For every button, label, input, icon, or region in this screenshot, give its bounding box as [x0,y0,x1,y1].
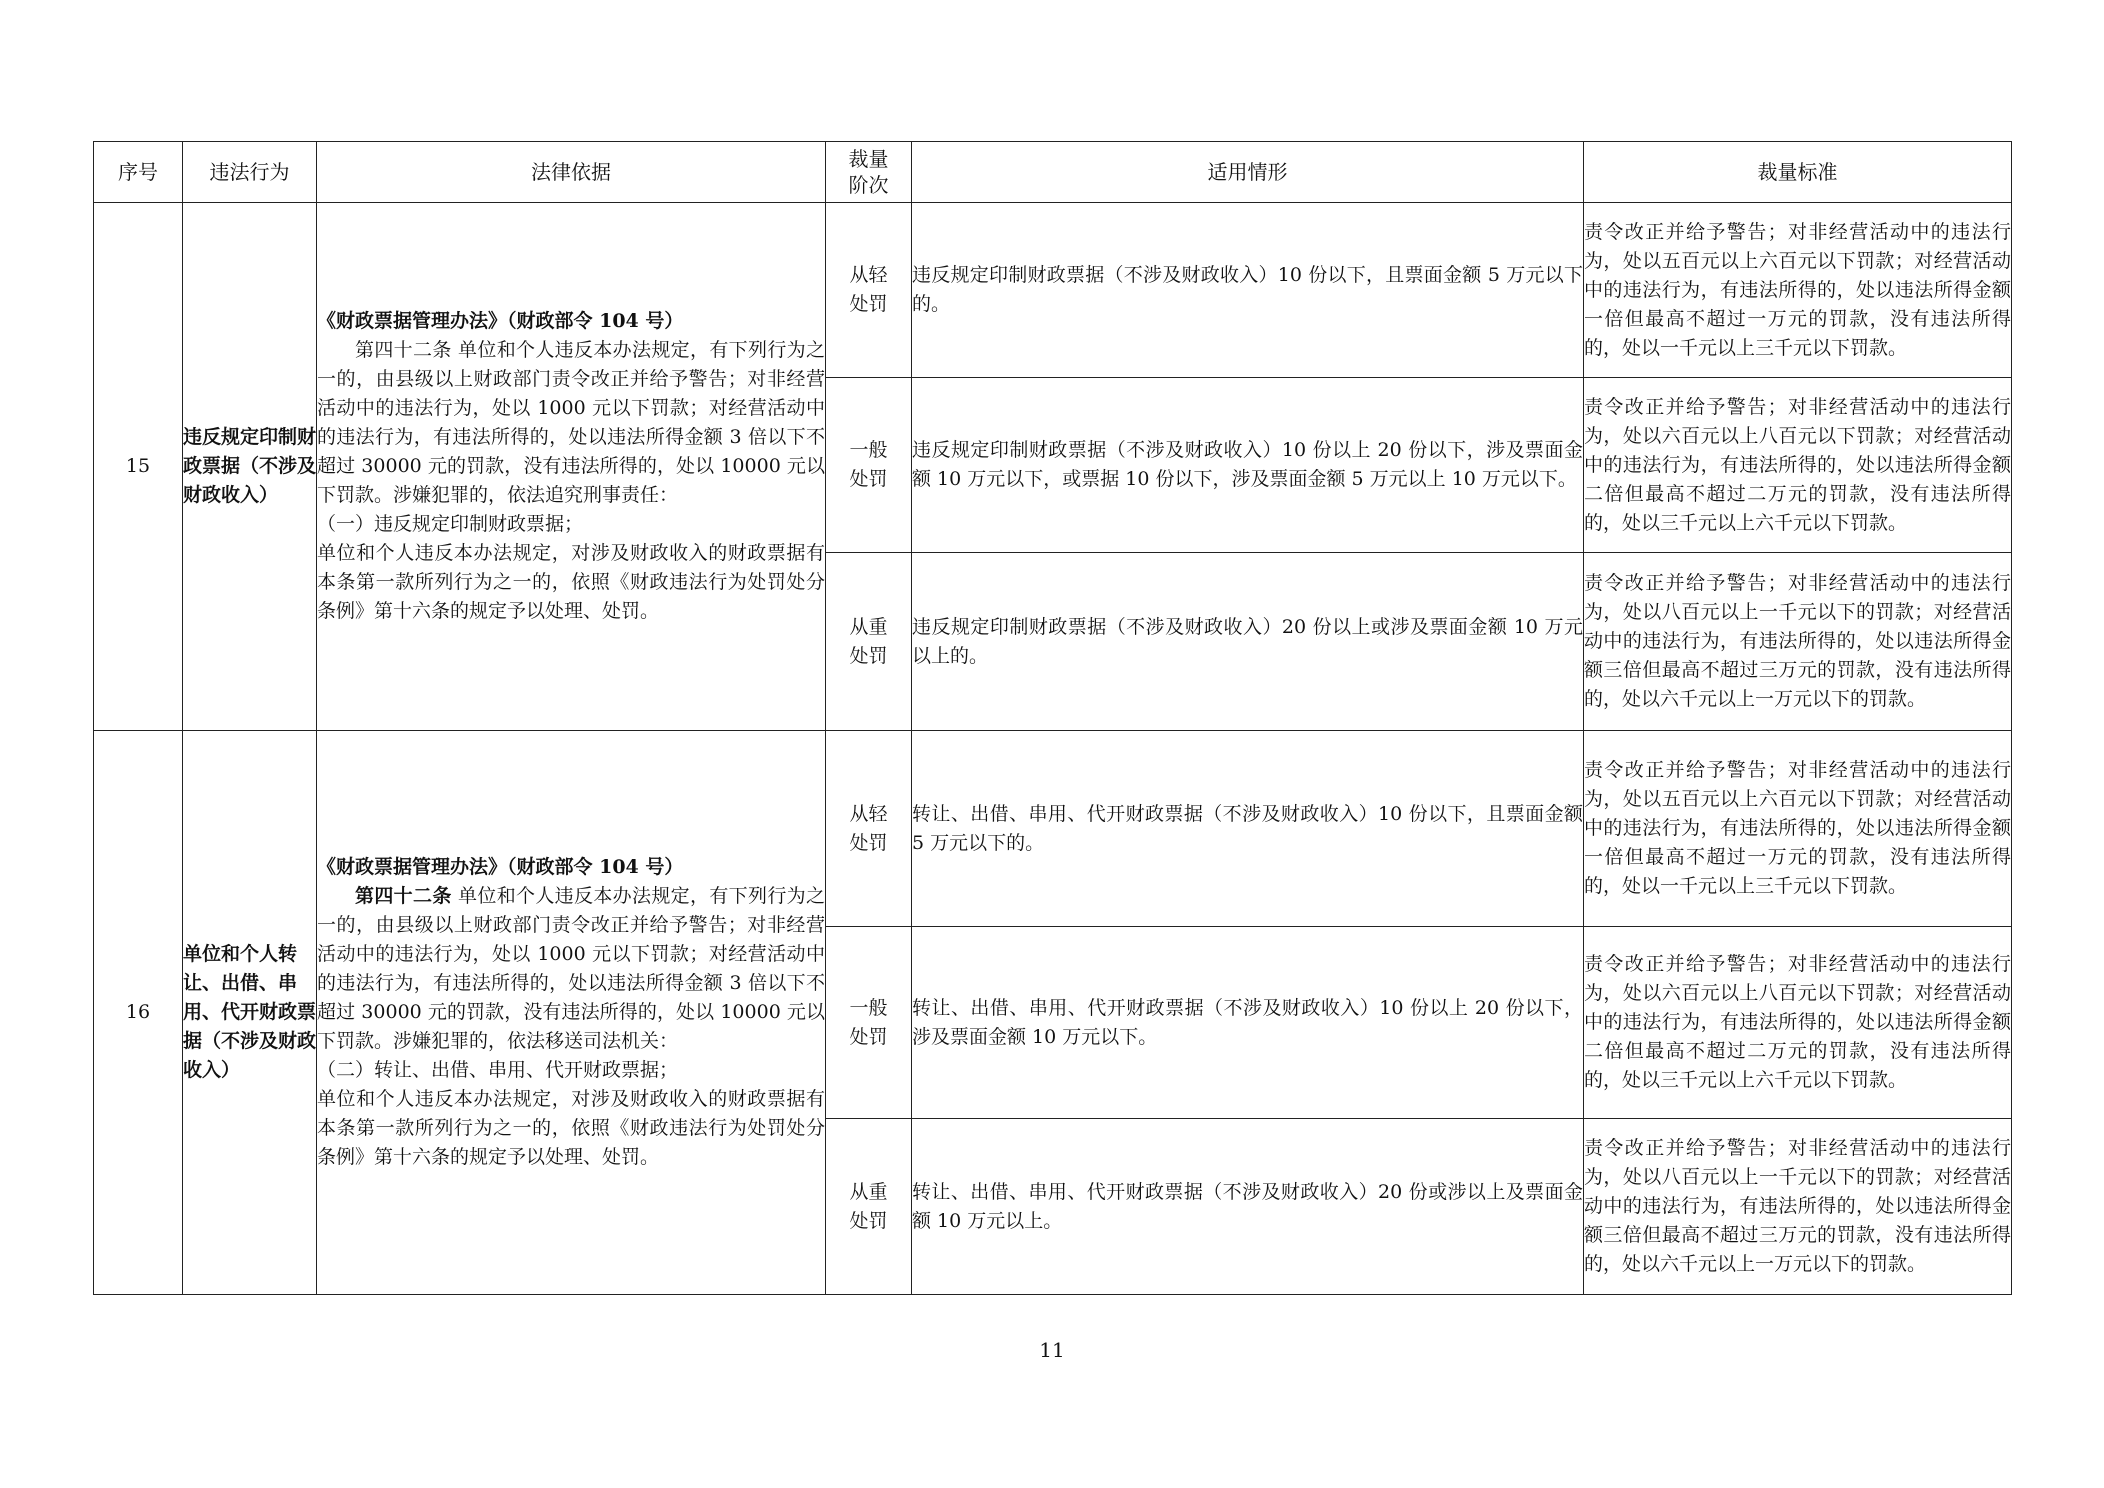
legal-basis [317,731,826,1295]
header-law: 法律依据 [317,142,826,203]
table-row [94,203,2012,378]
discretion-level [826,553,912,731]
header-no: 序号 [94,142,183,203]
header-act: 违法行为 [183,142,317,203]
discretion-standard: 责令改正并给予警告；对非经营活动中的违法行为，处以八百元以上一千元以下的罚款；对经营活动中的违法行为，有违法所得的，处以违法所得金额三倍但最高不超过三万元的罚款，没有违法所得的，处以六千元以上一万元以下的罚款。 [1584,1119,2012,1295]
row-number: 15 [94,203,183,731]
discretion-level-text: 从轻 处罚 [849,264,888,315]
discretion-standard: 责令改正并给予警告；对非经营活动中的违法行为，处以五百元以上六百元以下罚款；对经营活动中的违法行为，有违法所得的，处以违法所得金额一倍但最高不超过一万元的罚款，没有违法所得的，处以一千元以上三千元以下罚款。 [1584,203,2012,378]
violation-act-text: 单位和个人转让、出借、串用、代开财政票据（不涉及财政收入） [183,943,317,1081]
law-body: 单位和个人违反本办法规定，有下列行为之一的，由县级以上财政部门责令改正并给予警告；对非经营活动中的违法行为，处以 1000 元以下罚款；对经营活动中的违法行为，有违法所得的，处以违法所得金额 3 倍以下不超过 30000 元的罚款，没有违法所得的，处以 10000 元以下罚款。涉嫌犯罪的，依法移送司法机关： [317,885,825,1052]
legal-basis [317,203,826,731]
law-title: 《财政票据管理办法》（财政部令 104 号） [317,856,684,878]
discretion-standard: 责令改正并给予警告；对非经营活动中的违法行为，处以八百元以上一千元以下的罚款；对经营活动中的违法行为，有违法所得的，处以违法所得金额三倍但最高不超过三万元的罚款，没有违法所得的，处以六千元以上一万元以下的罚款。 [1584,553,2012,731]
discretion-standard: 责令改正并给予警告；对非经营活动中的违法行为，处以五百元以上六百元以下罚款；对经营活动中的违法行为，有违法所得的，处以违法所得金额一倍但最高不超过一万元的罚款，没有违法所得的，处以一千元以上三千元以下罚款。 [1584,731,2012,927]
discretion-level [826,378,912,553]
page-number: 11 [1039,1338,1065,1362]
discretion-level-text: 从重 处罚 [849,1180,888,1232]
discretion-level [826,731,912,927]
law-body: 单位和个人违反本办法规定，有下列行为之一的，由县级以上财政部门责令改正并给予警告；对非经营活动中的违法行为，处以 1000 元以下罚款；对经营活动中的违法行为，有违法所得的，处以违法所得金额 3 倍以下不超过 30000 元的罚款，没有违法所得的，处以 10000 元以下罚款。涉嫌犯罪的，依法追究刑事责任： [317,339,825,506]
discretion-level-text: 从轻 处罚 [849,802,888,854]
law-item: （二）转让、出借、串用、代开财政票据； [317,1059,679,1081]
applicable-situation: 转让、出借、串用、代开财政票据（不涉及财政收入）20 份或涉以上及票面金额 10 万元以上。 [912,1119,1584,1295]
header-level-text: 裁量 阶次 [848,147,889,197]
violation-act [183,203,317,731]
discretion-standard-table [93,141,2012,1295]
law-title: 《财政票据管理办法》（财政部令 104 号） [317,310,684,332]
violation-act-text: 违反规定印制财政票据（不涉及财政收入） [183,426,317,506]
law-article-body [317,882,825,1056]
table-header-row [94,142,2012,203]
discretion-level-text: 一般 处罚 [849,439,888,490]
law-tail: 单位和个人违反本办法规定，对涉及财政收入的财政票据有本条第一款所列行为之一的，依照《财政违法行为处罚处分条例》第十六条的规定予以处理、处罚。 [317,1088,825,1168]
law-article-body [317,336,825,510]
law-item: （一）违反规定印制财政票据； [317,513,584,535]
applicable-situation: 违反规定印制财政票据（不涉及财政收入）10 份以下，且票面金额 5 万元以下的。 [912,203,1584,378]
applicable-situation: 转让、出借、串用、代开财政票据（不涉及财政收入）10 份以下，且票面金额 5 万元以下的。 [912,731,1584,927]
violation-act [183,731,317,1295]
row-number: 16 [94,731,183,1295]
discretion-level [826,1119,912,1295]
discretion-standard: 责令改正并给予警告；对非经营活动中的违法行为，处以六百元以上八百元以下罚款；对经营活动中的违法行为，有违法所得的，处以违法所得金额二倍但最高不超过二万元的罚款，没有违法所得的，处以三千元以上六千元以下罚款。 [1584,378,2012,553]
law-article: 第四十二条 [355,339,452,361]
discretion-level-text: 从重 处罚 [849,615,888,667]
law-tail: 单位和个人违反本办法规定，对涉及财政收入的财政票据有本条第一款所列行为之一的，依照《财政违法行为处罚处分条例》第十六条的规定予以处理、处罚。 [317,542,825,622]
header-situation: 适用情形 [912,142,1584,203]
discretion-level-text: 一般 处罚 [849,996,888,1048]
applicable-situation: 违反规定印制财政票据（不涉及财政收入）20 份以上或涉及票面金额 10 万元以上的。 [912,553,1584,731]
header-standard: 裁量标准 [1584,142,2012,203]
discretion-standard: 责令改正并给予警告；对非经营活动中的违法行为，处以六百元以上八百元以下罚款；对经营活动中的违法行为，有违法所得的，处以违法所得金额二倍但最高不超过二万元的罚款，没有违法所得的，处以三千元以上六千元以下罚款。 [1584,927,2012,1119]
applicable-situation: 转让、出借、串用、代开财政票据（不涉及财政收入）10 份以上 20 份以下，涉及票面金额 10 万元以下。 [912,927,1584,1119]
discretion-level [826,927,912,1119]
discretion-level [826,203,912,378]
law-article: 第四十二条 [355,885,452,907]
header-level [826,142,912,203]
applicable-situation: 违反规定印制财政票据（不涉及财政收入）10 份以上 20 份以下，涉及票面金额 10 万元以下，或票据 10 份以下，涉及票面金额 5 万元以上 10 万元以下。 [912,378,1584,553]
table-row [94,731,2012,927]
